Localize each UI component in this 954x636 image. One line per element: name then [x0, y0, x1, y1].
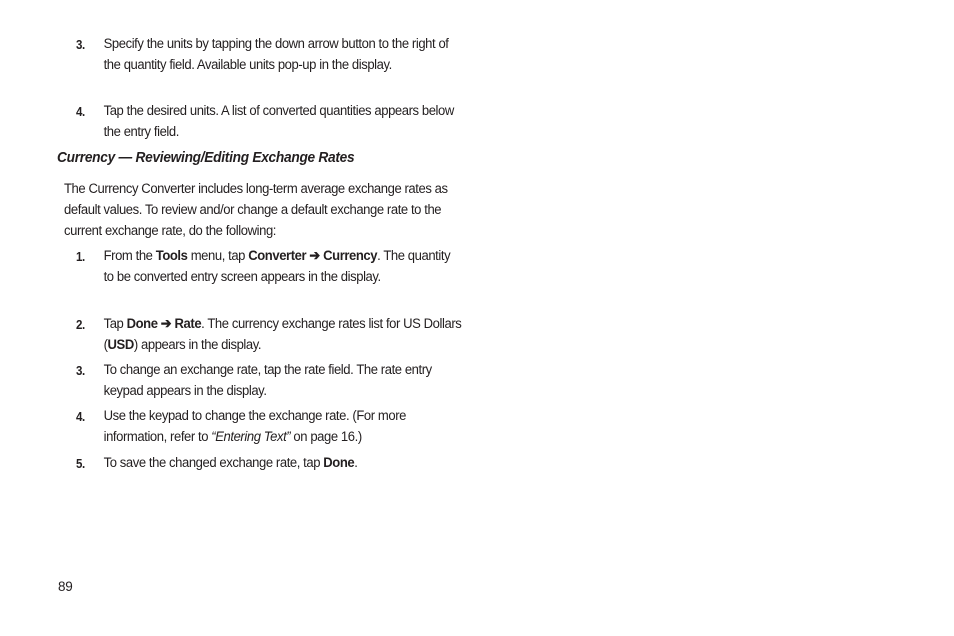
menu-name: Done — [126, 316, 158, 332]
list-item — [76, 101, 454, 143]
step-text: Tap Done ➔ Rate. The currency exchange rates list for US Dollars (USD) appears in the display. — [103, 316, 462, 353]
intro-paragraph: The Currency Converter includes long-term average exchange rates as default values. To review and/or change a default exchange rate to the current exchange rate, do the following: — [64, 181, 448, 239]
menu-name: Converter — [248, 248, 307, 264]
step-text: Use the keypad to change the exchange rate. (For more information, refer to “Entering Text” on page 16.) — [103, 408, 406, 445]
menu-name: Done — [323, 455, 355, 471]
menu-name: Currency — [323, 248, 378, 264]
list-item — [76, 246, 451, 288]
list-item — [76, 34, 449, 76]
menu-name: Tools — [155, 248, 188, 264]
menu-name: Rate — [174, 316, 202, 332]
step-text: Tap the desired units. A list of converted quantities appears below the entry field. — [103, 103, 454, 140]
step-text: From the Tools menu, tap Converter ➔ Currency. The quantity to be converted entry screen appears in the display. — [103, 248, 451, 285]
step-number: 5. — [76, 457, 85, 471]
currency-code: USD — [107, 337, 134, 353]
arrow-icon: ➔ — [157, 316, 175, 332]
step-number: 3. — [76, 364, 85, 378]
step-text: To save the changed exchange rate, tap Done. — [103, 455, 358, 471]
step-number: 4. — [76, 105, 85, 119]
arrow-icon: ➔ — [306, 248, 324, 264]
step-number: 3. — [76, 38, 85, 52]
step-text: Specify the units by tapping the down arrow button to the right of the quantity field. Available units pop-up in the display. — [103, 36, 449, 73]
list-item — [76, 453, 444, 474]
list-item — [76, 314, 462, 356]
step-text: To change an exchange rate, tap the rate field. The rate entry keypad appears in the display. — [103, 362, 432, 399]
step-number: 1. — [76, 250, 85, 264]
list-item — [76, 406, 444, 448]
page-number: 89 — [58, 579, 73, 594]
cross-reference: “Entering Text” — [211, 429, 291, 445]
list-item — [76, 360, 444, 402]
step-number: 2. — [76, 318, 85, 332]
section-heading: Currency — Reviewing/Editing Exchange Rates — [57, 150, 355, 166]
step-number: 4. — [76, 410, 85, 424]
